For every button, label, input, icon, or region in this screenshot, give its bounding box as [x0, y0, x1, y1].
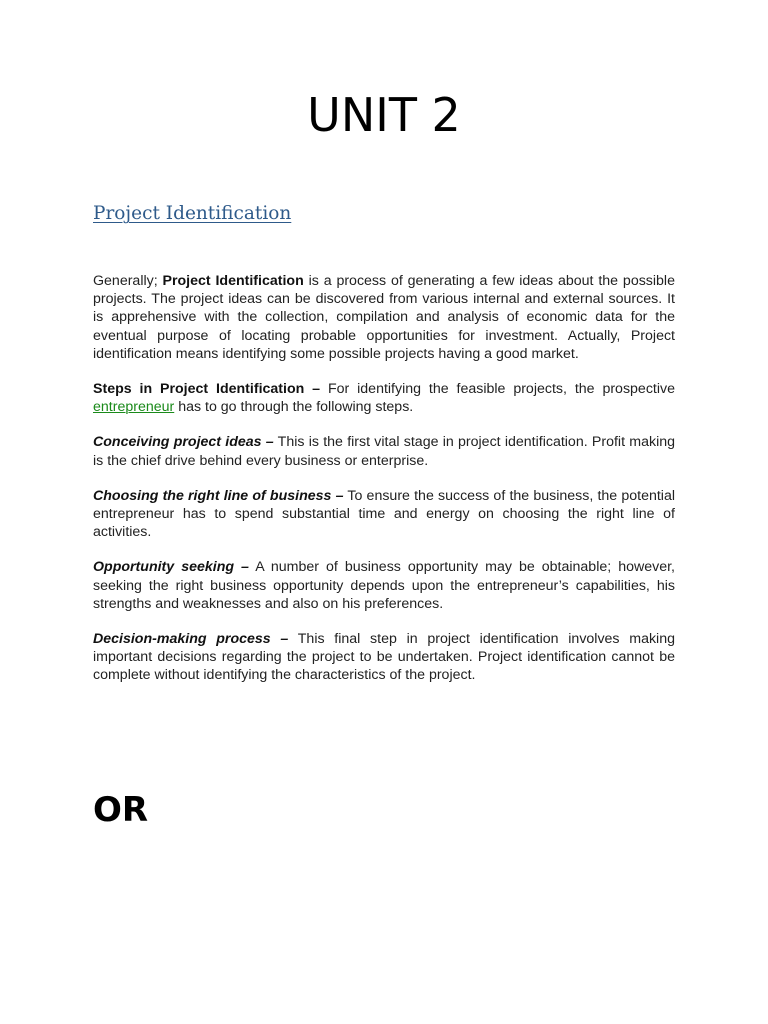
or-heading: OR	[93, 790, 149, 830]
paragraph-conceiving	[93, 433, 675, 469]
entrepreneur-link[interactable]: entrepreneur	[93, 399, 175, 416]
paragraph-decision	[93, 630, 675, 685]
paragraph-intro	[93, 272, 675, 363]
paragraph-opportunity-term: Opportunity seeking –	[93, 559, 249, 576]
paragraph-steps-text-after: has to go through the following steps.	[174, 399, 414, 416]
paragraph-intro-lead: Generally;	[93, 273, 163, 289]
paragraph-steps-text-before: For identifying the feasible projects, the prospective	[320, 381, 675, 398]
document-body	[93, 272, 675, 702]
paragraph-intro-text: is a process of generating a few ideas about the possible projects. The project ideas can be discovered from various internal and external sources. It is apprehensive with the collection, compilation and analysis of economic data for the eventual purpose of locating probable opportunities for investment. Actually, Project identification means identifying some possible projects having a good market.	[93, 273, 675, 362]
paragraph-conceiving-term: Conceiving project ideas –	[93, 434, 274, 451]
paragraph-choosing-term: Choosing the right line of business –	[93, 487, 344, 504]
paragraph-opportunity-text: A number of business opportunity may be obtainable; however, seeking the right business opportunity depends upon the entrepreneur’s capabilities, his strengths and weaknesses and also on his preferences.	[93, 559, 675, 612]
paragraph-steps	[93, 380, 675, 416]
paragraph-conceiving-text: This is the first vital stage in project identification. Profit making is the chief drive behind every business or enterprise.	[93, 434, 676, 469]
paragraph-choosing	[93, 487, 675, 542]
unit-title: UNIT 2	[307, 88, 461, 142]
paragraph-steps-term: Steps in Project Identification –	[93, 381, 321, 398]
paragraph-opportunity	[93, 558, 675, 613]
paragraph-decision-text: This final step in project identification involves making important decisions regarding the project to be undertaken. Project identification cannot be complete without identifying the characteristics of the project.	[93, 631, 675, 684]
paragraph-decision-term: Decision-making process –	[93, 631, 289, 648]
paragraph-intro-term: Project Identification	[162, 273, 304, 289]
section-heading-project-identification[interactable]: Project Identification	[93, 203, 292, 224]
paragraph-choosing-text: To ensure the success of the business, the potential entrepreneur has to spend substantial time and energy on choosing the right line of activities.	[93, 487, 675, 541]
